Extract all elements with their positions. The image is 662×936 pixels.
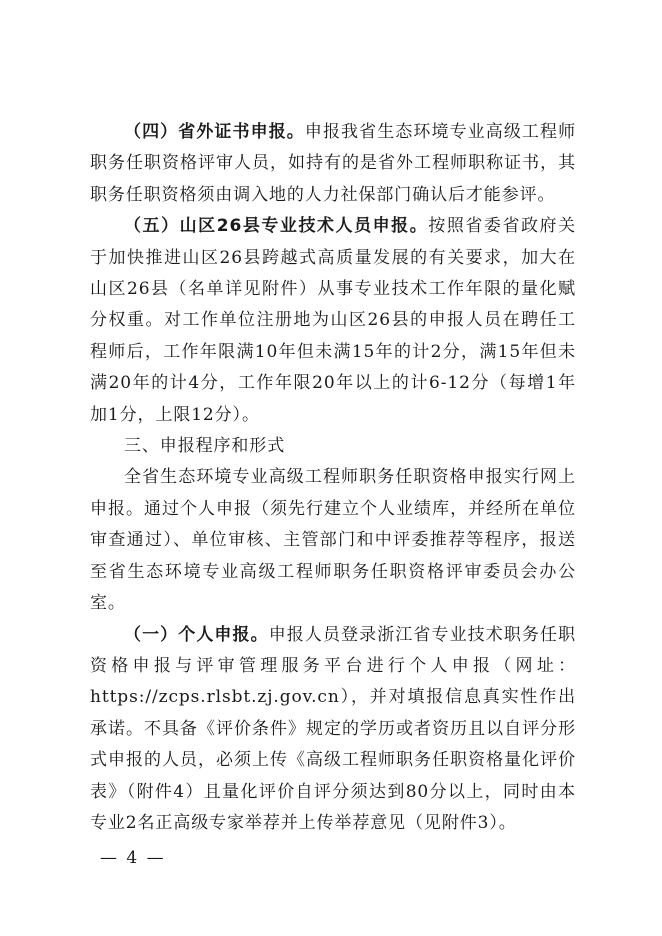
paragraph-text: 申报我省生态环境专业高级工程师职务任职资格评审人员，如持有的是省外工程师职称证书，其职务任职资格须由调入地的人力社保部门确认后才能参评。 (90, 122, 576, 205)
document-body (90, 117, 576, 839)
paragraph-text: 按照省委省政府关于加快推进山区26县跨越式高质量发展的有关要求，加大在山区26县（名单详见附件）从事专业技术工作年限的量化赋分权重。对工作单位注册地为山区26县的申报人员在聘任工程师后，工作年限满10年但未满15年的计2分，满15年但未满20年的计4分，工作年限20年以上的计6-12分（每增1年加1分，上限12分）。 (90, 216, 576, 425)
paragraph-label: （四）省外证书申报。 (124, 122, 305, 142)
paragraph-personal-application (90, 620, 576, 840)
paragraph-label: （一）个人申报。 (124, 624, 269, 645)
paragraph-procedure: 全省生态环境专业高级工程师职务任职资格申报实行网上申报。通过个人申报（须先行建立个人业绩库，并经所在单位审查通过）、单位审核、主管部门和中评委推荐等程序，报送至省生态环境专业高级工程师职务任职资格评审委员会办公室。 (90, 467, 576, 614)
page-number: — 4 — (100, 848, 166, 868)
section-heading: 三、申报程序和形式 (124, 436, 286, 457)
paragraph-label: （五）山区26县专业技术人员申报。 (124, 216, 429, 237)
paragraph-mountain-counties (90, 211, 576, 431)
paragraph-text: 申报人员登录浙江省专业技术职务任职资格申报与评审管理服务平台进行个人申报（网址：https://zcps.rlsbt.zj.gov.cn），并对填报信息真实性作出承诺。不具备《评价条件》规定的学历或者资历且以自评分形式申报的人员，必须上传《高级工程师职务任职资格量化评价表》（附件4）且量化评价自评分须达到80分以上，同时由本专业2名正高级专家举荐并上传举荐意见（见附件3）。 (90, 624, 576, 833)
paragraph-provincial-certificate (90, 117, 576, 211)
